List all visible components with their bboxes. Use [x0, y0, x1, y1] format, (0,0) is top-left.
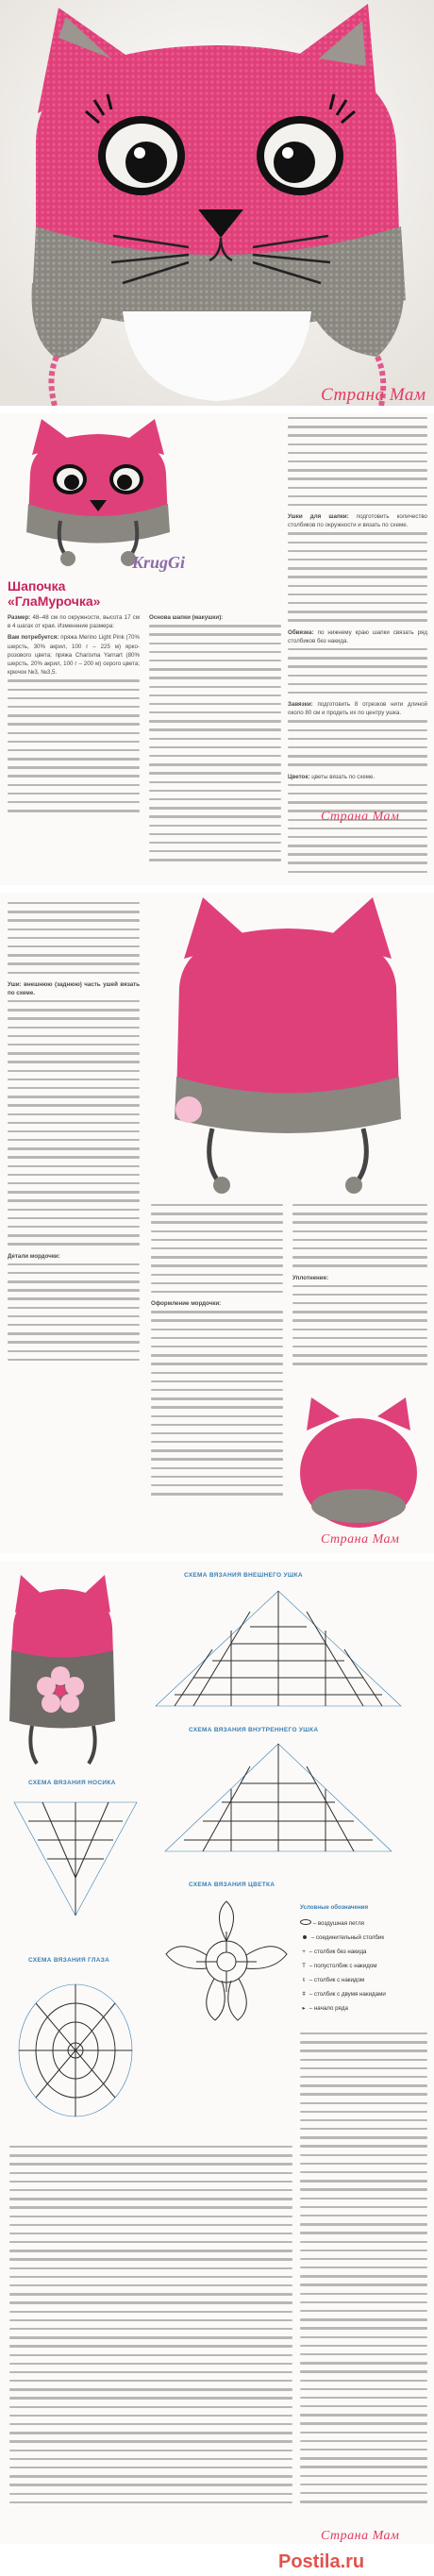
legend-item-text: – полустолбик с накидом [309, 1963, 377, 1969]
postila-logo-link[interactable]: Postila.ru [278, 2551, 365, 2572]
pattern-title [8, 578, 100, 609]
magazine-page-2 [0, 893, 434, 1553]
body-text-lines [288, 720, 427, 765]
size-text: 48–48 см по окружности, высота 17 см в 4 шагах от края. Изменение размера: [8, 614, 140, 630]
chart-title-eye: СХЕМА ВЯЗАНИЯ ГЛАЗА [28, 1957, 110, 1964]
legend-symbol-dc: ŧ [303, 1977, 305, 1983]
inner-ear-label: Уши: внешнюю (заднюю) часть ушей вязать по схеме. [8, 980, 140, 996]
chart-flower [160, 1896, 292, 2028]
legend-symbol-start: ▸ [302, 2005, 306, 2012]
pattern-text-col-6 [292, 1204, 427, 1374]
body-text-lines [8, 1263, 140, 1361]
body-text-lines [8, 1000, 140, 1246]
watermark-text: Страна Мам [321, 1532, 400, 1547]
photo-panel-main [0, 0, 434, 406]
magazine-page-3-charts [0, 1561, 434, 2544]
materials-text: пряжа Merino Light Pink (70% шерсть, 30% акрил, 100 г – 225 м) ярко-розового цвета; пряжа Charisma Yarnart (80% шерсть, 20% акрил, 100 г – 200 м) серого цвета; крючок №3, №3,5. [8, 634, 140, 677]
chart-title-inner-ear: СХЕМА ВЯЗАНИЯ ВНУТРЕННЕГО УШКА [189, 1727, 319, 1733]
body-text-lines [288, 648, 427, 694]
cat-hat-flower-photo [4, 1570, 122, 1768]
chart-eye [5, 1970, 146, 2131]
magazine-brand: KrugGi [132, 553, 186, 572]
footer-bar [0, 2544, 434, 2576]
panel-divider [0, 406, 434, 413]
body-text-lines [300, 2032, 427, 2509]
body-text-lines [288, 417, 427, 506]
decor-label: Оформление мордочки: [151, 1300, 222, 1308]
pattern-title-line1: Шапочка [8, 578, 66, 594]
legend-item [300, 1916, 427, 1931]
body-text-lines [288, 532, 427, 621]
basic-label: Основа шапки (макушки): [149, 614, 224, 621]
cat-hat-small-photo [4, 417, 192, 568]
materials-label: Вам потребуется: [8, 634, 59, 642]
legend-item-text: – начало ряда [309, 2005, 348, 2012]
pattern-text-col-2 [149, 613, 281, 878]
body-text-lines [151, 1311, 283, 1495]
legend-item [300, 1987, 427, 2001]
cat-hat-top-photo [288, 1383, 429, 1534]
legend-title: Условные обозначения [300, 1904, 369, 1911]
body-text-lines [9, 2146, 292, 2510]
ties-label: Завязки: [288, 701, 313, 709]
legend-item [300, 1959, 427, 1973]
scallop-label: Обвязка: [288, 628, 314, 636]
chart-title-nose: СХЕМА ВЯЗАНИЯ НОСИКА [28, 1780, 116, 1786]
legend-item-text: – столбик без накида [309, 1949, 367, 1955]
body-text-lines [149, 625, 281, 861]
panel-divider [0, 885, 434, 893]
body-text-lines [292, 1285, 427, 1365]
watermark-text: Страна Мам [321, 2529, 400, 2543]
watermark-text: Страна Мам [321, 385, 426, 405]
body-text-lines [151, 1204, 283, 1293]
watermark-text: Страна Мам [321, 810, 400, 824]
magazine-page-1 [0, 413, 434, 885]
legend-item [300, 2001, 427, 2016]
cat-hat-photo [0, 0, 434, 406]
cat-hat-back-photo [146, 893, 429, 1195]
nose-label: Детали мордочки: [8, 1252, 60, 1260]
legend-item [300, 1945, 427, 1959]
chart-nose [5, 1793, 146, 1925]
legend-item-text: – столбик с накидом [309, 1977, 365, 1983]
finish-label: Уплотнение: [292, 1274, 329, 1281]
size-label: Размер: [8, 614, 31, 621]
legend-item [300, 1973, 427, 1987]
chart-title-flower: СХЕМА ВЯЗАНИЯ ЦВЕТКА [189, 1882, 275, 1888]
legend-symbol-tr: ǂ [302, 1991, 306, 1998]
legend-symbol-sc: + [302, 1949, 306, 1955]
pattern-text-col-5 [151, 1204, 283, 1544]
legend-symbol-hdc: T [302, 1963, 306, 1969]
ties-text: подготовить 8 отрезков нити длиной около 80 см и продеть их по центру ушка. [288, 701, 427, 717]
body-text-lines [8, 902, 140, 974]
chart-outer-ear [137, 1583, 420, 1715]
legend-item-text: – воздушная петля [312, 1920, 365, 1927]
pattern-text-col-1 [8, 613, 140, 878]
panel-divider [0, 1553, 434, 1561]
legend-symbol-slip [303, 1935, 307, 1939]
flower-label: Цветок: [288, 773, 310, 780]
body-text-lines [8, 679, 140, 811]
scallop-text: по нижнему краю шапки связать ряд столбиков без накида. [288, 628, 427, 644]
body-text-lines [292, 1204, 427, 1267]
legend-item-text: – соединительный столбик [310, 1934, 385, 1941]
body-text-lines [288, 784, 427, 879]
pattern-text-col-4 [8, 902, 140, 1544]
pattern-title-line2: «ГлаМурочка» [8, 594, 101, 609]
ears-label: Ушки для шапки: [288, 513, 349, 521]
legend-symbol-chain [300, 1919, 311, 1925]
legend-item [300, 1931, 427, 1945]
ears-text: подготовить количество столбиков по окружности и вязать по схеме. [288, 513, 427, 529]
legend-item-text: – столбик с двумя накидами [309, 1991, 386, 1998]
chart-inner-ear [146, 1738, 410, 1861]
chart-legend [300, 1900, 427, 2016]
chart-title-outer-ear: СХЕМА ВЯЗАНИЯ ВНЕШНЕГО УШКА [184, 1572, 303, 1579]
flower-text: цветы вязать по схеме. [311, 773, 376, 780]
